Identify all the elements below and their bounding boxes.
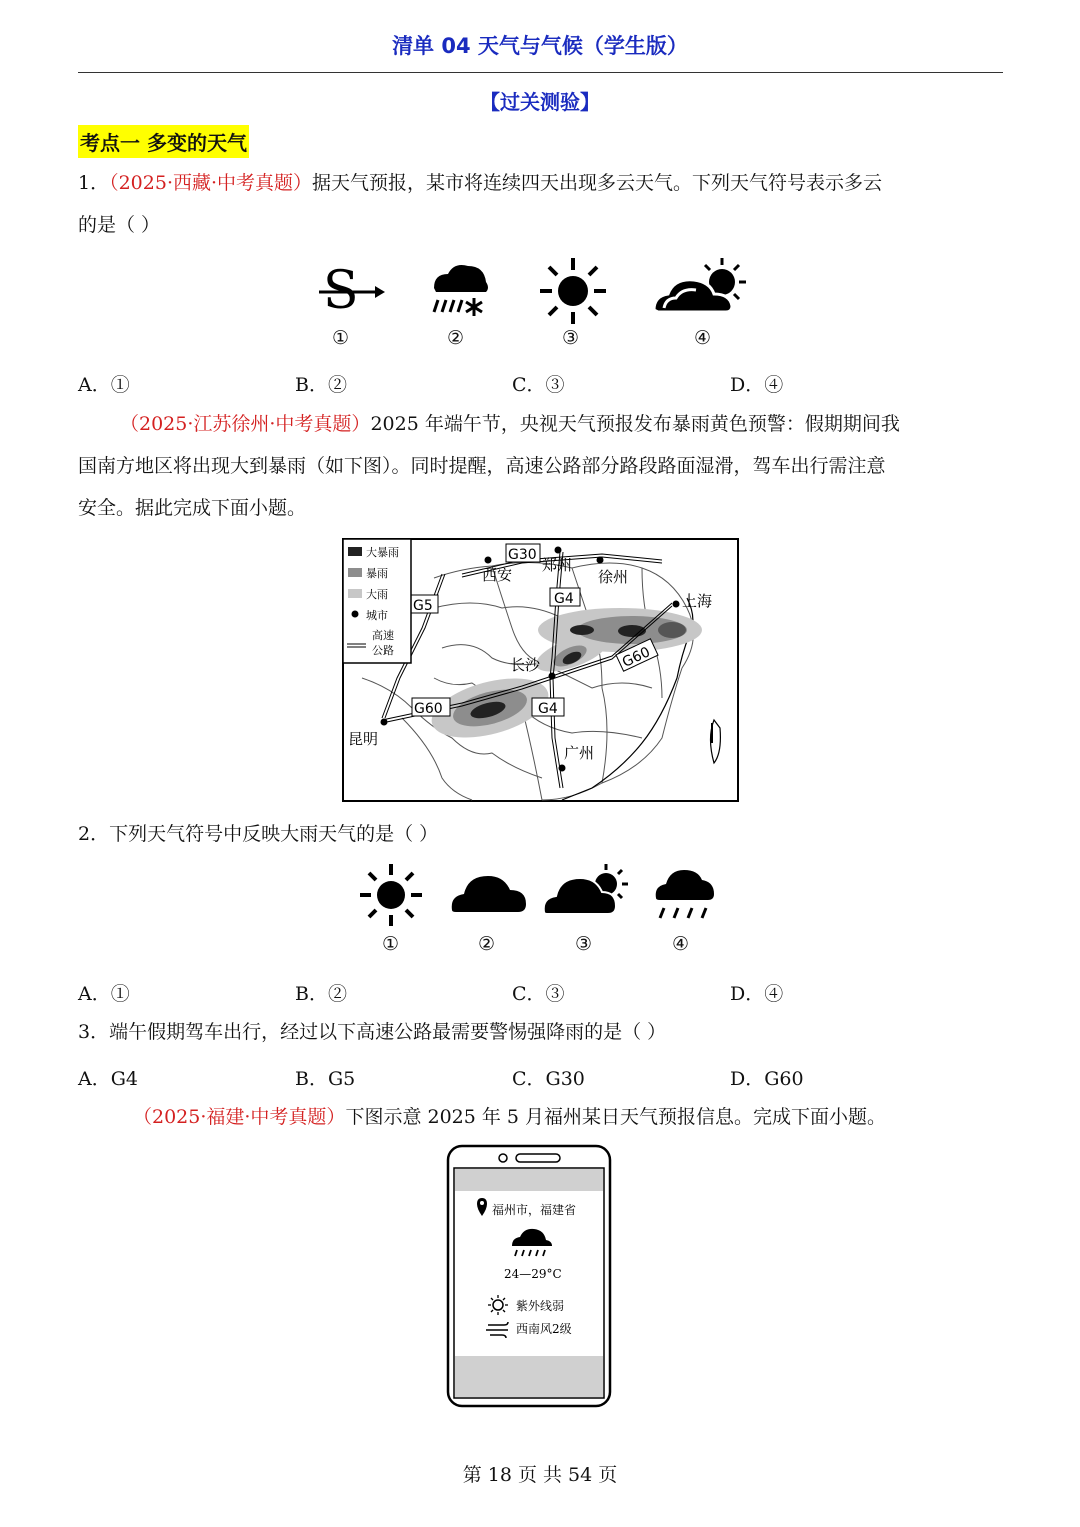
icon-label: ①: [382, 933, 400, 955]
question-text: 据天气预报，某市将连续四天出现多云天气。下列天气符号表示多云: [312, 172, 883, 194]
phone-uv: 紫外线弱: [516, 1299, 565, 1313]
sun-icon: [358, 862, 424, 928]
rain-icon: [652, 866, 716, 922]
legend-item: 公路: [372, 644, 394, 657]
legend-item: 暴雨: [366, 567, 388, 580]
option-d[interactable]: D．④: [730, 374, 784, 396]
option-a[interactable]: A．①: [78, 983, 130, 1005]
icon-label: ①: [332, 327, 350, 349]
highway-label: G60: [414, 701, 443, 717]
icon-label: ②: [478, 933, 496, 955]
option-a[interactable]: A．G4: [78, 1068, 138, 1090]
option-d[interactable]: D．④: [730, 983, 784, 1005]
highway-label: G4: [554, 591, 574, 607]
legend-item: 大暴雨: [366, 546, 399, 559]
passage-source: （2025·江苏徐州·中考真题）: [120, 413, 371, 435]
city-xian: 西安: [482, 566, 513, 584]
page-footer: 第 18 页 共 54 页: [462, 1464, 618, 1486]
option-c[interactable]: C．G30: [512, 1068, 585, 1090]
sun-icon: [538, 256, 608, 326]
city-shanghai: 上海: [682, 592, 713, 610]
legend-item: 大雨: [366, 588, 388, 601]
passage-2-line1: [120, 403, 1010, 445]
phone-temperature: 24—29°C: [504, 1267, 562, 1281]
phone-location: 福州市，福建省: [492, 1203, 577, 1217]
icon-label: ②: [447, 327, 465, 349]
highway-label: G60: [619, 644, 653, 671]
option-a[interactable]: A．①: [78, 374, 130, 396]
passage-2-line2: 国南方地区将出现大到暴雨（如下图）。同时提醒，高速公路部分路段路面湿滑，驾车出行需注意: [78, 455, 886, 477]
city-xuzhou: 徐州: [598, 568, 629, 586]
icon-label: ③: [562, 327, 580, 349]
city-guangzhou: 广州: [564, 744, 595, 762]
option-c[interactable]: C．③: [512, 983, 565, 1005]
city-kunming: 昆明: [348, 730, 379, 748]
passage-text: 下图示意 2025 年 5 月福州某日天气预报信息。完成下面小题。: [345, 1106, 887, 1128]
question-number: 1．: [78, 172, 110, 194]
passage-text: 2025 年端午节，央视天气预报发布暴雨黄色预警：假期期间我: [370, 413, 900, 435]
question-3: [78, 1011, 666, 1053]
highway-label: G4: [538, 701, 558, 717]
passage-source: （2025·福建·中考真题）: [133, 1106, 346, 1128]
question-1: [78, 162, 1008, 204]
phone-illustration: [446, 1144, 612, 1408]
question-text: 端午假期驾车出行，经过以下高速公路最需要警惕强降雨的是（ ）: [109, 1021, 667, 1043]
header-divider: [78, 72, 1003, 73]
question-2: [78, 813, 438, 855]
city-changsha: 长沙: [510, 656, 541, 674]
legend-item: 高速: [372, 629, 394, 642]
question-text: 下列天气符号中反映大雨天气的是（ ）: [109, 823, 439, 845]
question-number: 2．: [78, 823, 110, 845]
svg-text:S: S: [323, 261, 359, 320]
highway-label: G5: [413, 598, 433, 614]
rainfall-map: [342, 538, 739, 802]
passage-3: [133, 1096, 1013, 1138]
phone-wind: 西南风2级: [516, 1322, 572, 1336]
page-header-title: 清单 04 天气与气候（学生版）: [392, 34, 688, 58]
icon-label: ④: [672, 933, 690, 955]
partly-cloudy-icon: [650, 256, 754, 318]
icon-label: ④: [694, 327, 712, 349]
keypoint-label: 考点一 多变的天气: [78, 125, 249, 158]
option-d[interactable]: D．G60: [730, 1068, 804, 1090]
wind-symbol-icon: [315, 258, 385, 320]
partly-cloudy-icon: [540, 862, 632, 918]
cloud-icon: [448, 866, 528, 916]
question-1-line2: 的是（ ）: [78, 214, 161, 236]
question-number: 3．: [78, 1021, 110, 1043]
option-b[interactable]: B．G5: [295, 1068, 356, 1090]
rain-snow-icon: [428, 260, 492, 318]
passage-2-line3: 安全。据此完成下面小题。: [78, 497, 307, 519]
legend-item: 城市: [366, 609, 388, 622]
highway-label: G30: [508, 547, 537, 563]
option-b[interactable]: B．②: [295, 983, 347, 1005]
section-title: 【过关测验】: [480, 90, 600, 114]
question-source: （2025·西藏·中考真题）: [109, 172, 313, 194]
option-c[interactable]: C．③: [512, 374, 565, 396]
icon-label: ③: [575, 933, 593, 955]
option-b[interactable]: B．②: [295, 374, 347, 396]
city-zhengzhou: 郑州: [542, 556, 573, 574]
